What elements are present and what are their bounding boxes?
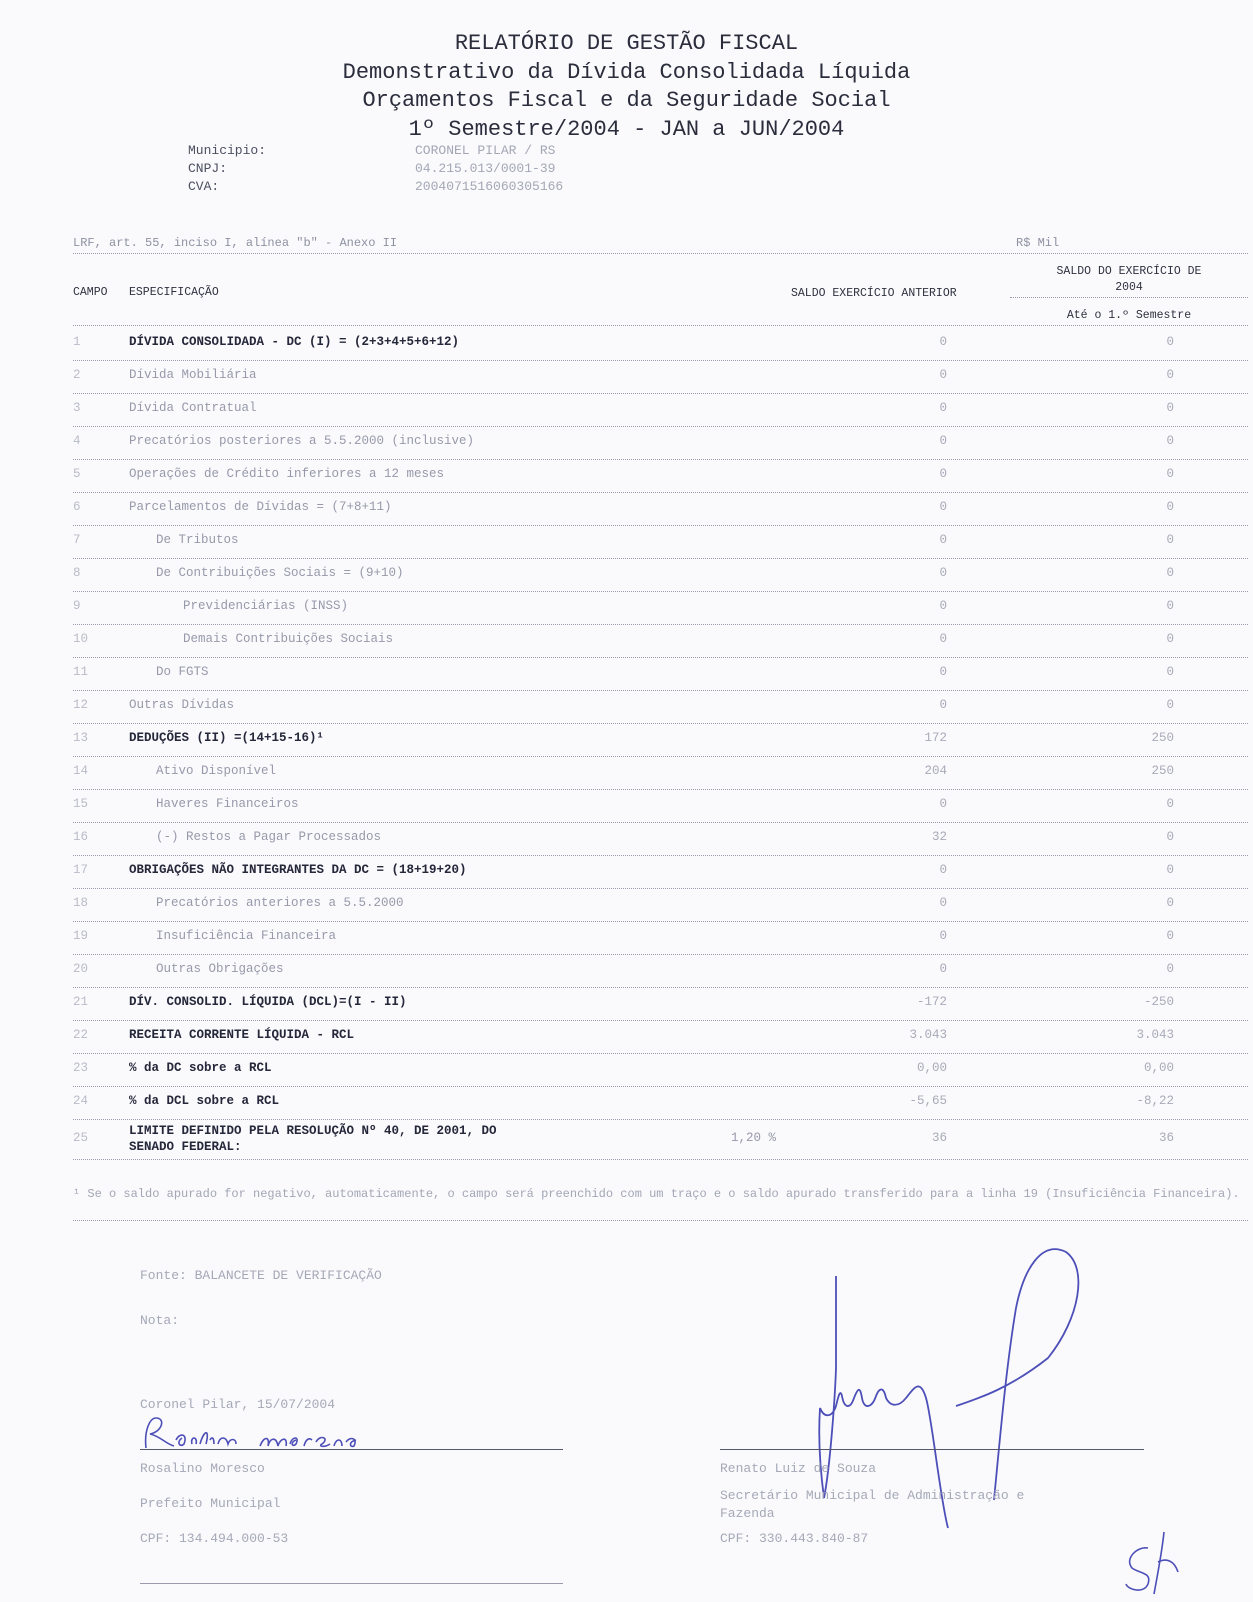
row-number: 7 <box>73 533 81 547</box>
cva-value: 2004071516060305166 <box>415 179 564 194</box>
divider <box>1010 297 1248 298</box>
row-spec: Ativo Disponível <box>156 764 277 778</box>
table-row <box>73 393 1248 427</box>
row-cur: 36 <box>1158 1131 1174 1145</box>
note-label: Nota: <box>140 1313 180 1328</box>
col-header-prev: SALDO EXERCÍCIO ANTERIOR <box>791 287 957 300</box>
row-number: 19 <box>73 929 89 943</box>
row-prev: 0 <box>939 401 947 415</box>
row-cur: 0 <box>1166 467 1174 481</box>
row-spec-line: SENADO FEDERAL: <box>129 1140 242 1154</box>
row-spec: Haveres Financeiros <box>156 797 299 811</box>
row-number: 24 <box>73 1094 89 1108</box>
table-row <box>73 657 1248 691</box>
row-cur: 0 <box>1166 500 1174 514</box>
municipio-label: Municipio: <box>188 143 267 158</box>
row-cur: 0 <box>1166 665 1174 679</box>
table-row <box>73 492 1248 526</box>
table-row <box>73 1119 1248 1160</box>
signature-line <box>140 1449 563 1450</box>
table-row <box>73 459 1248 493</box>
row-cur: 0 <box>1166 566 1174 580</box>
row-prev: 0 <box>939 665 947 679</box>
row-spec: De Tributos <box>156 533 239 547</box>
row-prev: 0 <box>939 962 947 976</box>
row-spec: Precatórios anteriores a 5.5.2000 <box>156 896 404 910</box>
row-prev: 172 <box>924 731 947 745</box>
row-cur: 0 <box>1166 599 1174 613</box>
row-prev: 0 <box>939 797 947 811</box>
row-cur: 0 <box>1166 896 1174 910</box>
row-cur: 0 <box>1166 698 1174 712</box>
row-prev: 0 <box>939 500 947 514</box>
signer-role-cont: Fazenda <box>720 1506 775 1521</box>
row-number: 21 <box>73 995 89 1009</box>
row-number: 1 <box>73 335 81 349</box>
row-number: 14 <box>73 764 89 778</box>
table-row <box>73 888 1248 922</box>
row-cur: 0,00 <box>1143 1061 1174 1075</box>
row-number: 5 <box>73 467 81 481</box>
row-prev: -5,65 <box>909 1094 947 1108</box>
row-prev: 32 <box>931 830 947 844</box>
table-row <box>73 426 1248 460</box>
unit-label: R$ Mil <box>1016 236 1060 250</box>
table-row <box>73 987 1248 1021</box>
row-number: 23 <box>73 1061 89 1075</box>
row-spec: DEDUÇÕES (II) =(14+15-16)¹ <box>129 731 325 745</box>
row-spec: % da DCL sobre a RCL <box>129 1094 280 1108</box>
row-cur: 0 <box>1166 863 1174 877</box>
row-cur: 0 <box>1166 830 1174 844</box>
row-spec: OBRIGAÇÕES NÃO INTEGRANTES DA DC = (18+19+20) <box>129 863 467 877</box>
row-cur: 0 <box>1166 962 1174 976</box>
row-cur: 250 <box>1151 764 1174 778</box>
table-row <box>73 855 1248 889</box>
subtitle-line: Demonstrativo da Dívida Consolidada Líquida <box>342 59 911 85</box>
table-row <box>73 723 1248 757</box>
row-prev: 3.043 <box>909 1028 947 1042</box>
row-number: 6 <box>73 500 81 514</box>
footnote: ¹ Se o saldo apurado for negativo, automaticamente, o campo será preenchido com um traço e o saldo apurado transferido para a linha 19 (Insuficiência Financeira). <box>73 1187 1240 1201</box>
row-cur: 0 <box>1166 929 1174 943</box>
row-prev: 0 <box>939 467 947 481</box>
table-row <box>73 1086 1248 1120</box>
row-number: 25 <box>73 1131 89 1145</box>
row-prev: 0 <box>939 533 947 547</box>
row-spec: % da DC sobre a RCL <box>129 1061 272 1075</box>
table-row <box>73 624 1248 658</box>
row-cur: 0 <box>1166 797 1174 811</box>
table-row <box>73 921 1248 955</box>
signer-role: Prefeito Municipal <box>140 1496 281 1511</box>
signer-cpf: CPF: 134.494.000-53 <box>140 1531 289 1546</box>
row-prev: -172 <box>916 995 947 1009</box>
row-prev: 0 <box>939 896 947 910</box>
row-spec: Precatórios posteriores a 5.5.2000 (inclusive) <box>129 434 475 448</box>
row-cur: 0 <box>1166 533 1174 547</box>
subtitle-line: Orçamentos Fiscal e da Seguridade Social <box>362 88 891 113</box>
table-row <box>73 690 1248 724</box>
row-prev: 0 <box>939 335 947 349</box>
row-spec: Parcelamentos de Dívidas = (7+8+11) <box>129 500 392 514</box>
cnpj-value: 04.215.013/0001-39 <box>415 161 556 176</box>
row-number: 15 <box>73 797 89 811</box>
row-prev: 204 <box>924 764 947 778</box>
row-cur: 0 <box>1166 401 1174 415</box>
cva-label: CVA: <box>188 179 220 194</box>
signer-name: Rosalino Moresco <box>140 1461 265 1476</box>
row-spec: Insuficiência Financeira <box>156 929 337 943</box>
row-number: 8 <box>73 566 81 580</box>
row-spec <box>129 1123 497 1155</box>
row-prev: 0 <box>939 929 947 943</box>
table-row <box>73 1020 1248 1054</box>
row-spec: Previdenciárias (INSS) <box>183 599 349 613</box>
row-number: 2 <box>73 368 81 382</box>
row-number: 22 <box>73 1028 89 1042</box>
row-number: 18 <box>73 896 89 910</box>
row-prev: 0 <box>939 632 947 646</box>
row-number: 11 <box>73 665 89 679</box>
divider <box>73 325 1248 326</box>
row-number: 17 <box>73 863 89 877</box>
row-spec: Outras Dívidas <box>129 698 235 712</box>
row-cur: 0 <box>1166 434 1174 448</box>
row-spec: Dívida Mobiliária <box>129 368 257 382</box>
row-cur: 0 <box>1166 632 1174 646</box>
row-cur: 0 <box>1166 335 1174 349</box>
signature-line <box>140 1583 563 1584</box>
period-line: 1º Semestre/2004 - JAN a JUN/2004 <box>408 116 845 142</box>
divider <box>73 1220 1248 1221</box>
row-prev: 0 <box>939 698 947 712</box>
cnpj-label: CNPJ: <box>188 161 228 176</box>
row-spec: (-) Restos a Pagar Processados <box>156 830 382 844</box>
row-number: 4 <box>73 434 81 448</box>
table-row <box>73 1053 1248 1087</box>
col-header-cur: SALDO DO EXERCÍCIO DE <box>1056 265 1202 278</box>
row-number: 10 <box>73 632 89 646</box>
table-row <box>73 789 1248 823</box>
row-number: 16 <box>73 830 89 844</box>
row-prev: 0 <box>939 566 947 580</box>
row-prev: 0 <box>939 599 947 613</box>
row-prev: 0,00 <box>916 1061 947 1075</box>
row-cur: 3.043 <box>1136 1028 1174 1042</box>
municipio-value: CORONEL PILAR / RS <box>415 143 556 158</box>
row-spec: Outras Obrigações <box>156 962 284 976</box>
table-row <box>73 822 1248 856</box>
title-line: RELATÓRIO DE GESTÃO FISCAL <box>454 31 799 56</box>
row-cur: 0 <box>1166 368 1174 382</box>
row-prev: 0 <box>939 434 947 448</box>
row-number: 20 <box>73 962 89 976</box>
table-row <box>73 525 1248 559</box>
col-header-campo: CAMPO <box>73 286 108 299</box>
signer-cpf: CPF: 330.443.840-87 <box>720 1531 869 1546</box>
row-spec: DÍVIDA CONSOLIDADA - DC (I) = (2+3+4+5+6+12) <box>129 335 460 349</box>
table-row <box>73 756 1248 790</box>
row-prev: 36 <box>931 1131 947 1145</box>
col-header-cur-year: 2004 <box>1115 281 1143 294</box>
signer-role: Secretário Municipal de Administração e <box>720 1488 1025 1503</box>
row-prev: 0 <box>939 368 947 382</box>
place-date: Coronel Pilar, 15/07/2004 <box>140 1397 336 1412</box>
row-spec: Demais Contribuições Sociais <box>183 632 394 646</box>
divider <box>73 253 1248 254</box>
col-header-spec: ESPECIFICAÇÃO <box>129 286 219 299</box>
legal-reference: LRF, art. 55, inciso I, alínea "b" - Anexo II <box>73 236 398 250</box>
row-spec: DÍV. CONSOLID. LÍQUIDA (DCL)=(I - II) <box>129 995 407 1009</box>
signer-name: Renato Luiz de Souza <box>720 1461 877 1476</box>
report-title <box>0 30 1253 144</box>
table-row <box>73 360 1248 394</box>
row-spec: RECEITA CORRENTE LÍQUIDA - RCL <box>129 1028 355 1042</box>
row-spec-line: LIMITE DEFINIDO PELA RESOLUÇÃO Nº 40, DE 2001, DO <box>129 1124 497 1138</box>
row-cur: 250 <box>1151 731 1174 745</box>
col-header-cur-sub: Até o 1.º Semestre <box>1066 309 1192 322</box>
row-number: 13 <box>73 731 89 745</box>
row-number: 12 <box>73 698 89 712</box>
source-note: Fonte: BALANCETE DE VERIFICAÇÃO <box>140 1268 382 1283</box>
signature-line <box>720 1449 1144 1450</box>
table-row <box>73 591 1248 625</box>
row-number: 9 <box>73 599 81 613</box>
row-percent: 1,20 % <box>731 1131 777 1145</box>
row-prev: 0 <box>939 863 947 877</box>
initials-mark <box>1118 1528 1198 1598</box>
row-cur: -8,22 <box>1136 1094 1174 1108</box>
row-spec: Do FGTS <box>156 665 209 679</box>
table-row <box>73 558 1248 592</box>
row-spec: Operações de Crédito inferiores a 12 meses <box>129 467 445 481</box>
row-spec: De Contribuições Sociais = (9+10) <box>156 566 404 580</box>
row-spec: Dívida Contratual <box>129 401 257 415</box>
table-row <box>73 327 1248 361</box>
row-cur: -250 <box>1143 995 1174 1009</box>
row-number: 3 <box>73 401 81 415</box>
table-row <box>73 954 1248 988</box>
